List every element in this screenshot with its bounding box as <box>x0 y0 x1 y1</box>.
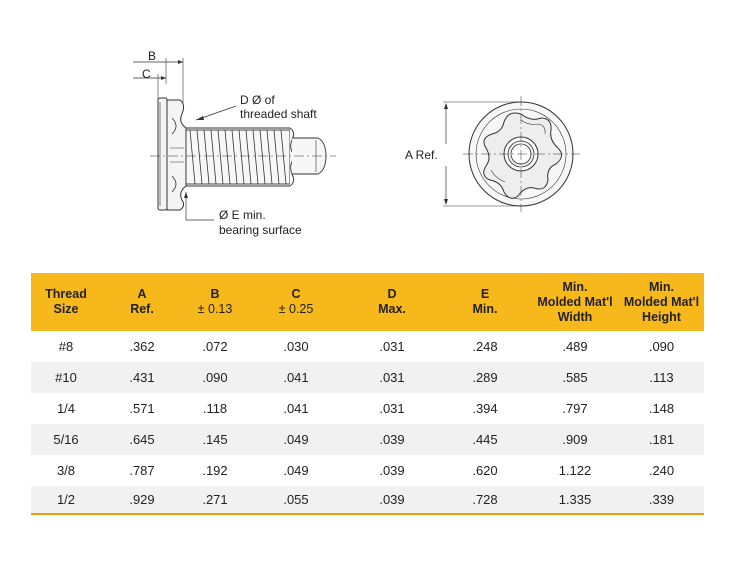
label-b: B <box>148 49 157 63</box>
cell-molded-height: .148 <box>648 401 675 416</box>
cell-c: .030 <box>283 339 309 354</box>
cell-c: .055 <box>247 486 345 514</box>
spec-table <box>31 273 704 515</box>
label-d-line1: D Ø of <box>240 93 275 107</box>
header-thread-size: Thread Size <box>31 273 101 331</box>
end-view <box>443 96 580 212</box>
cell-c: .049 <box>283 463 309 478</box>
cell-a: .362 <box>129 339 155 354</box>
cell-e: .289 <box>439 362 531 393</box>
header-e: E Min. <box>439 273 531 331</box>
cell-a: .431 <box>101 362 183 393</box>
cell-molded-width: .909 <box>531 424 619 455</box>
cell-molded-width: 1.122 <box>558 463 592 478</box>
cell-d: .031 <box>379 339 405 354</box>
cell-b: .192 <box>202 463 228 478</box>
cell-molded-width: .797 <box>562 401 588 416</box>
cell-a: .571 <box>129 401 155 416</box>
table-row <box>31 424 704 455</box>
header-c: C ± 0.25 <box>247 273 345 331</box>
cell-c: .049 <box>247 424 345 455</box>
header-d: D Max. <box>345 273 439 331</box>
header-a: A Ref. <box>101 273 183 331</box>
drawing-svg <box>0 0 730 260</box>
cell-a: .929 <box>101 486 183 514</box>
cell-molded-width: 1.335 <box>531 486 619 514</box>
cell-molded-height: .339 <box>619 486 704 514</box>
cell-thread-size: 1/2 <box>31 486 101 514</box>
table-row <box>31 331 704 362</box>
cell-e: .248 <box>472 339 498 354</box>
header-b: B ± 0.13 <box>183 273 247 331</box>
cell-thread-size: 1/4 <box>56 401 76 416</box>
cell-b: .145 <box>183 424 247 455</box>
cell-molded-width: .489 <box>562 339 588 354</box>
label-c: C <box>142 67 151 81</box>
label-d-line2: threaded shaft <box>240 107 317 121</box>
cell-molded-height: .240 <box>648 463 675 478</box>
cell-molded-width: .585 <box>531 362 619 393</box>
table-row <box>31 393 704 424</box>
table-row <box>31 486 704 514</box>
cell-b: .271 <box>183 486 247 514</box>
cell-thread-size: #10 <box>31 362 101 393</box>
cell-d: .039 <box>379 463 405 478</box>
cell-e: .445 <box>439 424 531 455</box>
table-row <box>31 455 704 486</box>
cell-b: .118 <box>202 401 228 416</box>
table-header-row <box>31 273 704 331</box>
cell-b: .090 <box>183 362 247 393</box>
table-row <box>31 362 704 393</box>
cell-molded-height: .113 <box>619 362 704 393</box>
cell-thread-size: 5/16 <box>31 424 101 455</box>
cell-d: .031 <box>379 401 405 416</box>
label-a: A Ref. <box>405 148 438 162</box>
header-molded-width: Min. Molded Mat'l Width <box>531 273 619 331</box>
cell-molded-height: .090 <box>648 339 675 354</box>
cell-a: .645 <box>101 424 183 455</box>
cell-e: .620 <box>472 463 498 478</box>
label-e-line2: bearing surface <box>219 223 302 237</box>
header-molded-height: Min. Molded Mat'l Height <box>619 273 704 331</box>
cell-b: .072 <box>202 339 228 354</box>
cell-a: .787 <box>129 463 155 478</box>
cell-thread-size: 3/8 <box>56 463 76 478</box>
cell-molded-height: .181 <box>619 424 704 455</box>
technical-drawing <box>0 0 730 260</box>
side-view <box>133 58 336 220</box>
cell-d: .039 <box>345 424 439 455</box>
cell-d: .031 <box>345 362 439 393</box>
cell-thread-size: #8 <box>58 339 74 354</box>
cell-c: .041 <box>247 362 345 393</box>
cell-d: .039 <box>345 486 439 514</box>
label-e-line1: Ø E min. <box>219 208 266 222</box>
cell-e: .728 <box>439 486 531 514</box>
cell-c: .041 <box>283 401 309 416</box>
cell-e: .394 <box>472 401 498 416</box>
